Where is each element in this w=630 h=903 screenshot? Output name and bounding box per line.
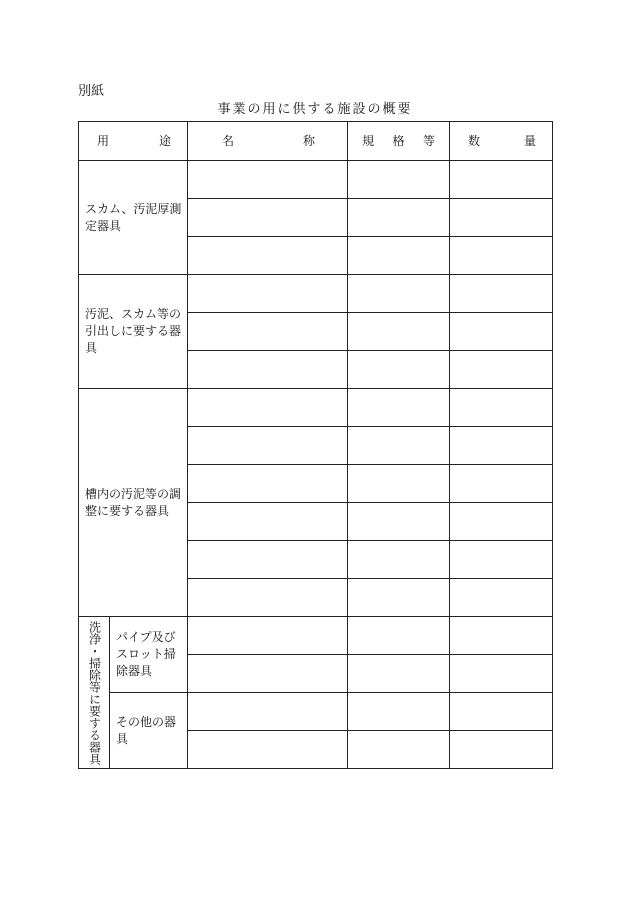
spec-cell	[348, 579, 450, 617]
name-cell	[188, 275, 348, 313]
spec-cell	[348, 693, 450, 731]
name-cell	[188, 389, 348, 427]
table-row	[79, 275, 553, 313]
spec-cell	[348, 351, 450, 389]
table-row	[79, 389, 553, 427]
category-sludge-extraction: 汚泥、スカム等の引出しに要する器具	[79, 275, 188, 389]
quantity-cell	[450, 731, 553, 769]
spec-cell	[348, 465, 450, 503]
quantity-cell	[450, 465, 553, 503]
header-quantity-char: 量	[523, 133, 536, 148]
name-cell	[188, 313, 348, 351]
table-row	[79, 617, 553, 655]
name-cell	[188, 237, 348, 275]
header-spec-char: 格	[392, 133, 405, 148]
quantity-cell	[450, 503, 553, 541]
spec-cell	[348, 161, 450, 199]
quantity-cell	[450, 313, 553, 351]
name-cell	[188, 693, 348, 731]
facility-summary-table	[78, 121, 553, 769]
name-cell	[188, 427, 348, 465]
category-sludge-adjustment: 槽内の汚泥等の調整に要する器具	[79, 389, 188, 617]
name-cell	[188, 351, 348, 389]
subcategory-pipe-slot-cleaning: パイプ及びスロット掃除器具	[110, 617, 188, 693]
category-cleaning-group: 洗浄・掃除等に要する器具	[79, 617, 110, 769]
spec-cell	[348, 199, 450, 237]
name-cell	[188, 503, 348, 541]
header-name	[188, 122, 348, 161]
spec-cell	[348, 427, 450, 465]
table-row	[79, 693, 553, 731]
spec-cell	[348, 655, 450, 693]
table-row	[79, 161, 553, 199]
quantity-cell	[450, 389, 553, 427]
quantity-cell	[450, 199, 553, 237]
attachment-label: 別紙	[78, 84, 105, 99]
header-name-char: 名	[222, 133, 235, 148]
spec-cell	[348, 237, 450, 275]
name-cell	[188, 655, 348, 693]
header-use-char: 途	[158, 133, 171, 148]
header-quantity-char: 数	[468, 133, 481, 148]
header-quantity	[450, 122, 553, 161]
name-cell	[188, 161, 348, 199]
header-use-char: 用	[97, 133, 110, 148]
name-cell	[188, 541, 348, 579]
quantity-cell	[450, 237, 553, 275]
spec-cell	[348, 731, 450, 769]
quantity-cell	[450, 541, 553, 579]
name-cell	[188, 579, 348, 617]
header-name-char: 称	[302, 133, 315, 148]
document-title: 事業の用に供する施設の概要	[217, 102, 413, 117]
quantity-cell	[450, 351, 553, 389]
quantity-cell	[450, 427, 553, 465]
header-use	[79, 122, 188, 161]
header-spec	[348, 122, 450, 161]
subcategory-other-tools: その他の器具	[110, 693, 188, 769]
quantity-cell	[450, 579, 553, 617]
name-cell	[188, 465, 348, 503]
spec-cell	[348, 541, 450, 579]
header-spec-char: 等	[422, 133, 435, 148]
spec-cell	[348, 503, 450, 541]
name-cell	[188, 617, 348, 655]
spec-cell	[348, 617, 450, 655]
name-cell	[188, 731, 348, 769]
quantity-cell	[450, 655, 553, 693]
header-spec-char: 規	[362, 133, 375, 148]
quantity-cell	[450, 693, 553, 731]
spec-cell	[348, 389, 450, 427]
quantity-cell	[450, 617, 553, 655]
spec-cell	[348, 313, 450, 351]
quantity-cell	[450, 161, 553, 199]
quantity-cell	[450, 275, 553, 313]
spec-cell	[348, 275, 450, 313]
header-row	[79, 122, 553, 161]
name-cell	[188, 199, 348, 237]
category-scum-measure: スカム、汚泥厚測定器具	[79, 161, 188, 275]
